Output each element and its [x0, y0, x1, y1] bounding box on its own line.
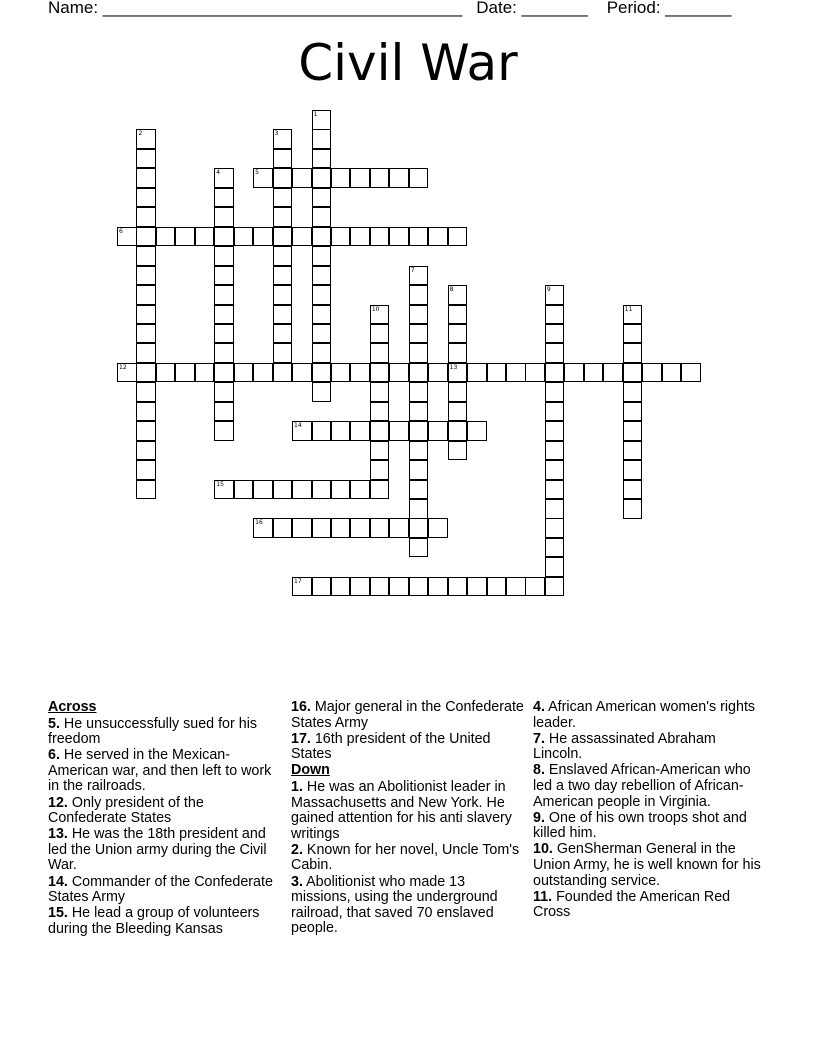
crossword-cell[interactable]	[409, 305, 429, 325]
crossword-cell[interactable]	[350, 363, 370, 383]
crossword-cell[interactable]	[467, 577, 487, 597]
crossword-cell[interactable]	[448, 343, 468, 363]
crossword-cell[interactable]	[448, 382, 468, 402]
clue-down-7: 7. He assassinated Abraham Lincoln.	[533, 730, 716, 763]
crossword-cell[interactable]	[370, 577, 390, 597]
crossword-cell[interactable]	[214, 382, 234, 402]
crossword-cell[interactable]	[273, 227, 293, 247]
crossword-cell[interactable]	[214, 246, 234, 266]
clue-across-13: 13. He was the 18th president and led the Union army during the Civil War.	[48, 826, 267, 874]
clue-across-6: 6. He served in the Mexican-American war, and then left to work in the railroads.	[48, 747, 272, 795]
crossword-cell[interactable]	[370, 402, 390, 422]
crossword-cell[interactable]	[662, 363, 682, 383]
crossword-cell[interactable]	[312, 285, 332, 305]
period-field[interactable]: Period: _______	[606, 0, 732, 17]
crossword-cell[interactable]	[312, 518, 332, 538]
crossword-cell[interactable]	[273, 363, 293, 383]
crossword-cell[interactable]	[545, 285, 565, 305]
crossword-cell[interactable]	[253, 227, 273, 247]
crossword-cell[interactable]	[273, 324, 293, 344]
crossword-cell[interactable]	[487, 363, 507, 383]
crossword-cell[interactable]	[136, 441, 156, 461]
crossword-cell[interactable]	[156, 363, 176, 383]
crossword-cell[interactable]	[214, 285, 234, 305]
crossword-cell[interactable]	[331, 168, 351, 188]
crossword-cell[interactable]	[331, 421, 351, 441]
name-field[interactable]: Name: ______________________________________	[48, 0, 463, 17]
crossword-cell[interactable]	[545, 421, 565, 441]
crossword-cell[interactable]	[623, 460, 643, 480]
crossword-cell[interactable]	[136, 402, 156, 422]
crossword-cell[interactable]	[428, 518, 448, 538]
crossword-cell[interactable]	[214, 480, 234, 500]
clue-number: 1	[313, 111, 318, 118]
clue-column-1	[48, 700, 284, 938]
crossword-cell[interactable]	[350, 480, 370, 500]
crossword-cell[interactable]	[292, 577, 312, 597]
crossword-cell[interactable]	[136, 168, 156, 188]
crossword-cell[interactable]	[331, 518, 351, 538]
crossword-cell[interactable]	[136, 382, 156, 402]
crossword-cell[interactable]	[273, 129, 293, 149]
crossword-cell[interactable]	[409, 518, 429, 538]
crossword-cell[interactable]	[545, 538, 565, 558]
crossword-cell[interactable]	[545, 305, 565, 325]
crossword-cell[interactable]	[156, 227, 176, 247]
crossword-cell[interactable]	[623, 441, 643, 461]
crossword-cell[interactable]	[312, 305, 332, 325]
crossword-cell[interactable]	[273, 343, 293, 363]
clue-across-14: 14. Commander of the Confederate States Army	[48, 873, 273, 906]
crossword-cell[interactable]	[389, 577, 409, 597]
clue-number: 6	[119, 227, 123, 235]
crossword-cell[interactable]	[117, 363, 137, 383]
crossword-cell[interactable]	[409, 538, 429, 558]
crossword-cell[interactable]	[117, 227, 137, 247]
crossword-cell[interactable]	[214, 343, 234, 363]
crossword-cell[interactable]	[623, 324, 643, 344]
clue-number: 13	[449, 363, 458, 371]
crossword-cell[interactable]	[350, 577, 370, 597]
crossword-cell[interactable]	[409, 363, 429, 383]
crossword-cell[interactable]	[564, 363, 584, 383]
crossword-cell[interactable]	[409, 480, 429, 500]
clue-down-1: 1. He was an Abolitionist leader in Massachusetts and New York. He gained attention for his anti slavery writings	[291, 778, 512, 842]
crossword-cell[interactable]	[389, 518, 409, 538]
crossword-cell[interactable]	[312, 188, 332, 208]
crossword-cell[interactable]	[273, 285, 293, 305]
crossword-cell[interactable]	[623, 499, 643, 519]
crossword-cell[interactable]	[467, 363, 487, 383]
clue-number: 3	[274, 130, 279, 138]
clue-down-8: 8. Enslaved African-American who led a two day rebellion of African-American people in Virginia.	[533, 762, 751, 810]
crossword-cell[interactable]	[623, 421, 643, 441]
crossword-cell[interactable]	[525, 577, 545, 597]
crossword-cell[interactable]	[136, 363, 156, 383]
crossword-cell[interactable]	[409, 421, 429, 441]
crossword-cell[interactable]	[623, 382, 643, 402]
crossword-cell[interactable]	[545, 499, 565, 519]
crossword-cell[interactable]	[370, 460, 390, 480]
crossword-cell[interactable]	[195, 227, 215, 247]
crossword-cell[interactable]	[331, 577, 351, 597]
crossword-cell[interactable]	[448, 441, 468, 461]
crossword-cell[interactable]	[214, 207, 234, 227]
crossword-cell[interactable]	[545, 460, 565, 480]
crossword-cell[interactable]	[603, 363, 623, 383]
crossword-cell[interactable]	[409, 441, 429, 461]
crossword-cell[interactable]	[312, 246, 332, 266]
crossword-cell[interactable]	[409, 285, 429, 305]
crossword-cell[interactable]	[312, 149, 332, 169]
clue-down-9: 9. One of his own troops shot and killed him.	[533, 809, 747, 842]
crossword-cell[interactable]	[389, 227, 409, 247]
clue-across-16: 16. Major general in the Confederate States Army	[291, 699, 524, 731]
crossword-cell[interactable]	[350, 518, 370, 538]
page-title: Civil War	[298, 34, 518, 92]
crossword-cell[interactable]	[214, 188, 234, 208]
crossword-cell[interactable]	[448, 402, 468, 422]
crossword-cell[interactable]	[448, 421, 468, 441]
crossword-cell[interactable]	[409, 266, 429, 286]
crossword-cell[interactable]	[214, 363, 234, 383]
crossword-cell[interactable]	[273, 266, 293, 286]
crossword-cell[interactable]	[175, 227, 195, 247]
crossword-cell[interactable]	[312, 168, 332, 188]
crossword-cell[interactable]	[370, 363, 390, 383]
across-heading: Across	[48, 699, 97, 715]
clue-number: 2	[138, 130, 143, 138]
crossword-cell[interactable]	[136, 227, 156, 247]
crossword-cell[interactable]	[292, 363, 312, 383]
crossword-cell[interactable]	[136, 266, 156, 286]
crossword-cell[interactable]	[350, 227, 370, 247]
crossword-cell[interactable]	[273, 305, 293, 325]
crossword-cell[interactable]	[312, 227, 332, 247]
crossword-cell[interactable]	[312, 480, 332, 500]
clue-column-2	[291, 700, 527, 937]
crossword-cell[interactable]	[234, 227, 254, 247]
crossword-cell[interactable]	[136, 305, 156, 325]
clue-down-10: 10. GenSherman General in the Union Army, he is well known for his outstanding service.	[533, 841, 761, 889]
crossword-cell[interactable]	[214, 305, 234, 325]
crossword-cell[interactable]	[448, 577, 468, 597]
crossword-cell[interactable]	[234, 363, 254, 383]
crossword-cell[interactable]	[253, 168, 273, 188]
crossword-cell[interactable]	[273, 207, 293, 227]
crossword-cell[interactable]	[545, 480, 565, 500]
crossword-cell[interactable]	[312, 207, 332, 227]
crossword-cell[interactable]	[428, 577, 448, 597]
crossword-cell[interactable]	[545, 324, 565, 344]
crossword-cell[interactable]	[409, 499, 429, 519]
crossword-cell[interactable]	[409, 227, 429, 247]
crossword-cell[interactable]	[370, 382, 390, 402]
clue-number: 9	[546, 286, 551, 294]
crossword-cell[interactable]	[545, 441, 565, 461]
crossword-cell[interactable]	[545, 363, 565, 383]
crossword-cell[interactable]	[136, 324, 156, 344]
crossword-cell[interactable]	[370, 441, 390, 461]
crossword-cell[interactable]	[214, 227, 234, 247]
crossword-cell[interactable]	[409, 324, 429, 344]
crossword-cell[interactable]	[136, 460, 156, 480]
crossword-cell[interactable]	[195, 363, 215, 383]
crossword-cell[interactable]	[312, 382, 332, 402]
crossword-cell[interactable]	[136, 421, 156, 441]
crossword-cell[interactable]	[214, 421, 234, 441]
crossword-cell[interactable]	[370, 518, 390, 538]
crossword-cell[interactable]	[584, 363, 604, 383]
crossword-cell[interactable]	[642, 363, 662, 383]
crossword-cell[interactable]	[292, 480, 312, 500]
crossword-cell[interactable]	[370, 227, 390, 247]
crossword-cell[interactable]	[448, 305, 468, 325]
crossword-cell[interactable]	[409, 460, 429, 480]
crossword-cell[interactable]	[623, 402, 643, 422]
crossword-cell[interactable]	[370, 421, 390, 441]
crossword-cell[interactable]	[389, 363, 409, 383]
crossword-cell[interactable]	[136, 207, 156, 227]
crossword-cell[interactable]	[623, 363, 643, 383]
crossword-cell[interactable]	[273, 518, 293, 538]
clue-down-4: 4. African American women's rights leader.	[533, 699, 756, 731]
crossword-cell[interactable]	[312, 266, 332, 286]
clue-number: 7	[410, 266, 415, 274]
clue-across-12: 12. Only president of the Confederate States	[48, 794, 204, 827]
crossword-cell[interactable]	[273, 188, 293, 208]
clue-number: 16	[255, 519, 263, 527]
down-heading: Down	[291, 762, 330, 779]
crossword-cell[interactable]	[545, 402, 565, 422]
crossword-cell[interactable]	[545, 577, 565, 597]
crossword-cell[interactable]	[487, 577, 507, 597]
clue-column-3	[533, 700, 769, 921]
clue-number: 12	[119, 363, 127, 371]
crossword-cell[interactable]	[448, 363, 468, 383]
clue-number: 17	[294, 577, 302, 585]
clue-down-3: 3. Abolitionist who made 13 missions, using the underground railroad, that saved 70 enslaved people.	[291, 873, 498, 937]
crossword-cell[interactable]	[370, 480, 390, 500]
crossword-cell[interactable]	[136, 343, 156, 363]
crossword-cell[interactable]	[331, 227, 351, 247]
date-field[interactable]: Date: _______	[476, 0, 588, 17]
crossword-cell[interactable]	[448, 324, 468, 344]
crossword-cell[interactable]	[409, 402, 429, 422]
crossword-cell[interactable]	[448, 285, 468, 305]
crossword-cell[interactable]	[370, 305, 390, 325]
clue-down-11: 11. Founded the American Red Cross	[533, 888, 731, 921]
crossword-cell[interactable]	[623, 480, 643, 500]
clue-across-15: 15. He lead a group of volunteers during the Bleeding Kansas	[48, 905, 260, 937]
clue-number: 14	[294, 422, 302, 430]
crossword-cell[interactable]	[428, 421, 448, 441]
crossword-cell[interactable]	[292, 227, 312, 247]
crossword-cell[interactable]	[136, 129, 156, 149]
crossword-cell[interactable]	[312, 324, 332, 344]
crossword-cell[interactable]	[312, 129, 332, 149]
crossword-cell[interactable]	[214, 324, 234, 344]
crossword-cell[interactable]	[214, 266, 234, 286]
clue-number: 4	[216, 169, 221, 177]
crossword-cell[interactable]	[273, 480, 293, 500]
crossword-cell[interactable]	[253, 363, 273, 383]
crossword-cell[interactable]	[312, 421, 332, 441]
crossword-cell[interactable]	[214, 402, 234, 422]
crossword-cell[interactable]	[389, 168, 409, 188]
crossword-cell[interactable]	[428, 363, 448, 383]
crossword-cell[interactable]	[370, 168, 390, 188]
crossword-cell[interactable]	[467, 421, 487, 441]
crossword-cell[interactable]	[136, 480, 156, 500]
crossword-cell[interactable]	[136, 246, 156, 266]
crossword-cell[interactable]	[273, 246, 293, 266]
crossword-cell[interactable]	[448, 227, 468, 247]
crossword-cell[interactable]	[525, 363, 545, 383]
crossword-cell[interactable]	[312, 343, 332, 363]
crossword-cell[interactable]	[214, 168, 234, 188]
crossword-cell[interactable]	[273, 149, 293, 169]
crossword-cell[interactable]	[681, 363, 701, 383]
crossword-cell[interactable]	[312, 110, 332, 130]
crossword-cell[interactable]	[312, 363, 332, 383]
crossword-cell[interactable]	[623, 343, 643, 363]
clue-number: 5	[255, 169, 259, 177]
crossword-cell[interactable]	[234, 480, 254, 500]
clue-number: 15	[216, 480, 224, 488]
crossword-cell[interactable]	[253, 480, 273, 500]
clue-across-5: 5. He unsuccessfully sued for his freedom	[48, 715, 258, 748]
crossword-cell[interactable]	[370, 343, 390, 363]
crossword-cell[interactable]	[331, 480, 351, 500]
crossword-cell[interactable]	[292, 421, 312, 441]
crossword-cell[interactable]	[545, 518, 565, 538]
clue-number: 8	[449, 286, 454, 294]
crossword-cell[interactable]	[545, 382, 565, 402]
crossword-cell[interactable]	[370, 324, 390, 344]
crossword-cell[interactable]	[409, 168, 429, 188]
crossword-cell[interactable]	[506, 577, 526, 597]
crossword-cell[interactable]	[623, 305, 643, 325]
crossword-cell[interactable]	[350, 168, 370, 188]
crossword-cell[interactable]	[389, 421, 409, 441]
crossword-cell[interactable]	[136, 285, 156, 305]
crossword-cell[interactable]	[545, 557, 565, 577]
crossword-cell[interactable]	[136, 188, 156, 208]
clue-number: 10	[371, 305, 380, 313]
crossword-cell[interactable]	[136, 149, 156, 169]
crossword-cell[interactable]	[273, 168, 293, 188]
crossword-cell[interactable]	[331, 363, 351, 383]
clue-down-2: 2. Known for her novel, Uncle Tom's Cabin.	[291, 841, 520, 874]
crossword-cell[interactable]	[292, 518, 312, 538]
crossword-cell[interactable]	[350, 421, 370, 441]
crossword-cell[interactable]	[253, 518, 273, 538]
crossword-cell[interactable]	[409, 382, 429, 402]
clue-number: 11	[624, 305, 633, 313]
crossword-cell[interactable]	[545, 343, 565, 363]
crossword-cell[interactable]	[175, 363, 195, 383]
crossword-cell[interactable]	[428, 227, 448, 247]
crossword-cell[interactable]	[312, 577, 332, 597]
crossword-cell[interactable]	[506, 363, 526, 383]
clue-across-17: 17. 16th president of the United States	[291, 730, 491, 763]
crossword-cell[interactable]	[409, 343, 429, 363]
crossword-cell[interactable]	[409, 577, 429, 597]
crossword-cell[interactable]	[292, 168, 312, 188]
